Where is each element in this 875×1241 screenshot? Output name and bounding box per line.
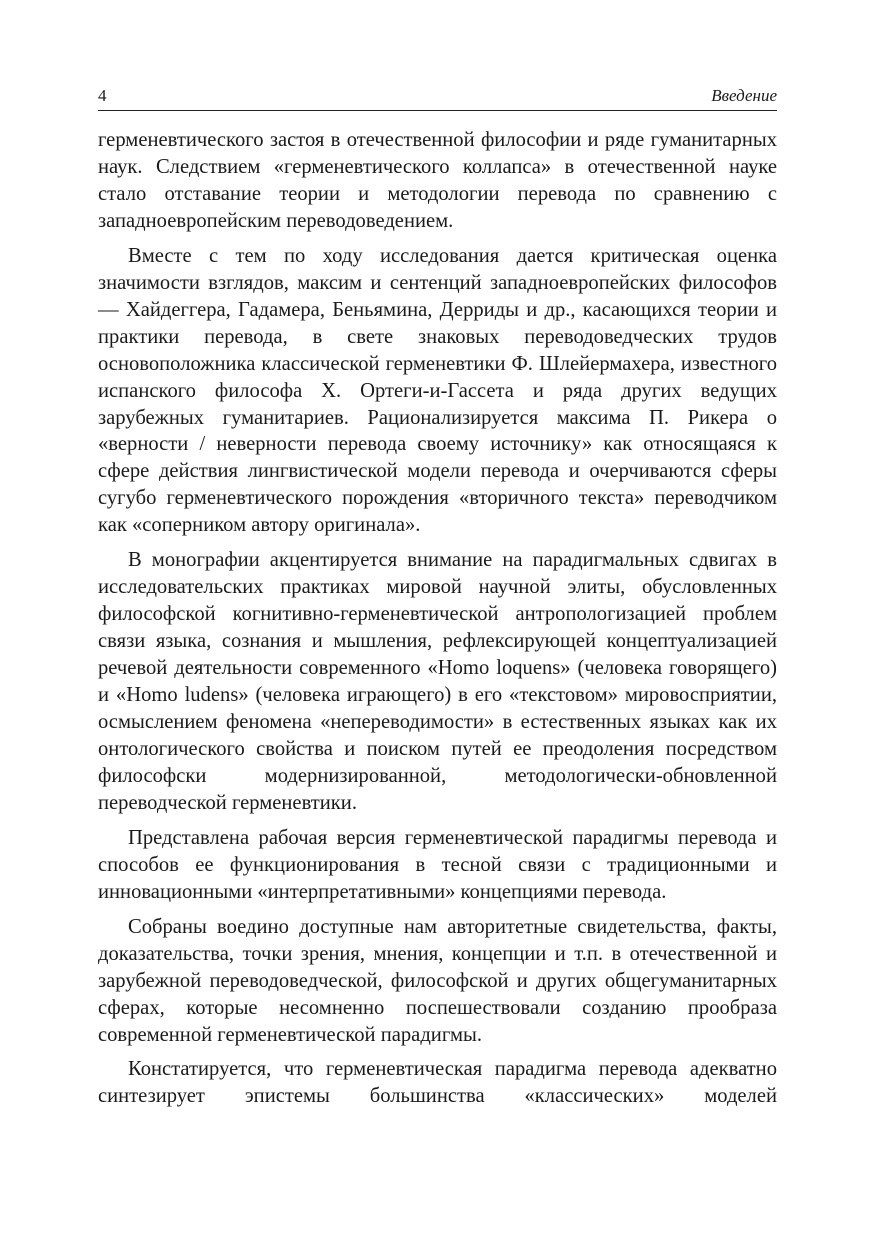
running-head [98, 80, 777, 111]
paragraph-6: Констатируется, что герменевтическая парадигма перевода адекватно синтезирует эпистемы большинства «классических» моделей [98, 1058, 777, 1108]
book-page [98, 80, 777, 1110]
paragraph-2: Вместе с тем по ходу исследования дается критическая оценка значимости взглядов, максим и сентенций западноевропейских философов — Хайдеггера, Гадамера, Беньямина, Дерриды и др., касающихся теории и практики перевода, в свете знаковых переводоведческих трудов основоположника классической герменевтики Ф. Шлейермахера, известного испанского философа Х. Ортеги-и-Гассета и ряда других ведущих зарубежных гуманитариев. Рационализируется максима П. Рикера о «верности / неверности перевода своему источнику» как относящаяся к сфере действия лингвистической модели перевода и очерчиваются сферы сугубо герменевтического порождения «вторичного текста» переводчиком как «соперником автору оригинала». [98, 244, 777, 537]
paragraph-1: герменевтического застоя в отечественной философии и ряде гуманитарных наук. Следствием «герменевтического коллапса» в отечественной науке стало отставание теории и методологии перевода по сравнению с западноевропейским переводоведением. [98, 129, 777, 232]
paragraph-3: В монографии акцентируется внимание на парадигмальных сдвигах в исследовательских практиках мировой научной элиты, обусловленных философской когнитивно-герменевтической антропологизацией проблем связи языка, сознания и мышления, рефлексирующей концептуализацией речевой деятельности современного «Homo loquens» (человека говорящего) и «Homo ludens» (человека играющего) в его «текстовом» мировосприятии, осмыслением феномена «непереводимости» в естественных языках как их онтологического свойства и поиском путей ее преодоления посредством философски модернизированной, методологически-обновленной переводческой герменевтики. [98, 549, 777, 814]
paragraph-4: Представлена рабочая версия герменевтической парадигмы перевода и способов ее функционирования в тесной связи с традиционными и инновационными «интерпретативными» концепциями перевода. [98, 826, 777, 903]
body-text [98, 127, 777, 1110]
section-title: Введение [711, 86, 777, 105]
paragraph-5: Собраны воедино доступные нам авторитетные свидетельства, факты, доказательства, точки зрения, мнения, концепции и т.п. в отечественной и зарубежной переводоведческой, философской и других общегуманитарных сферах, которые несомненно поспешествовали созданию прообраза современной герменевтической парадигмы. [98, 915, 777, 1046]
page-number: 4 [98, 86, 107, 105]
